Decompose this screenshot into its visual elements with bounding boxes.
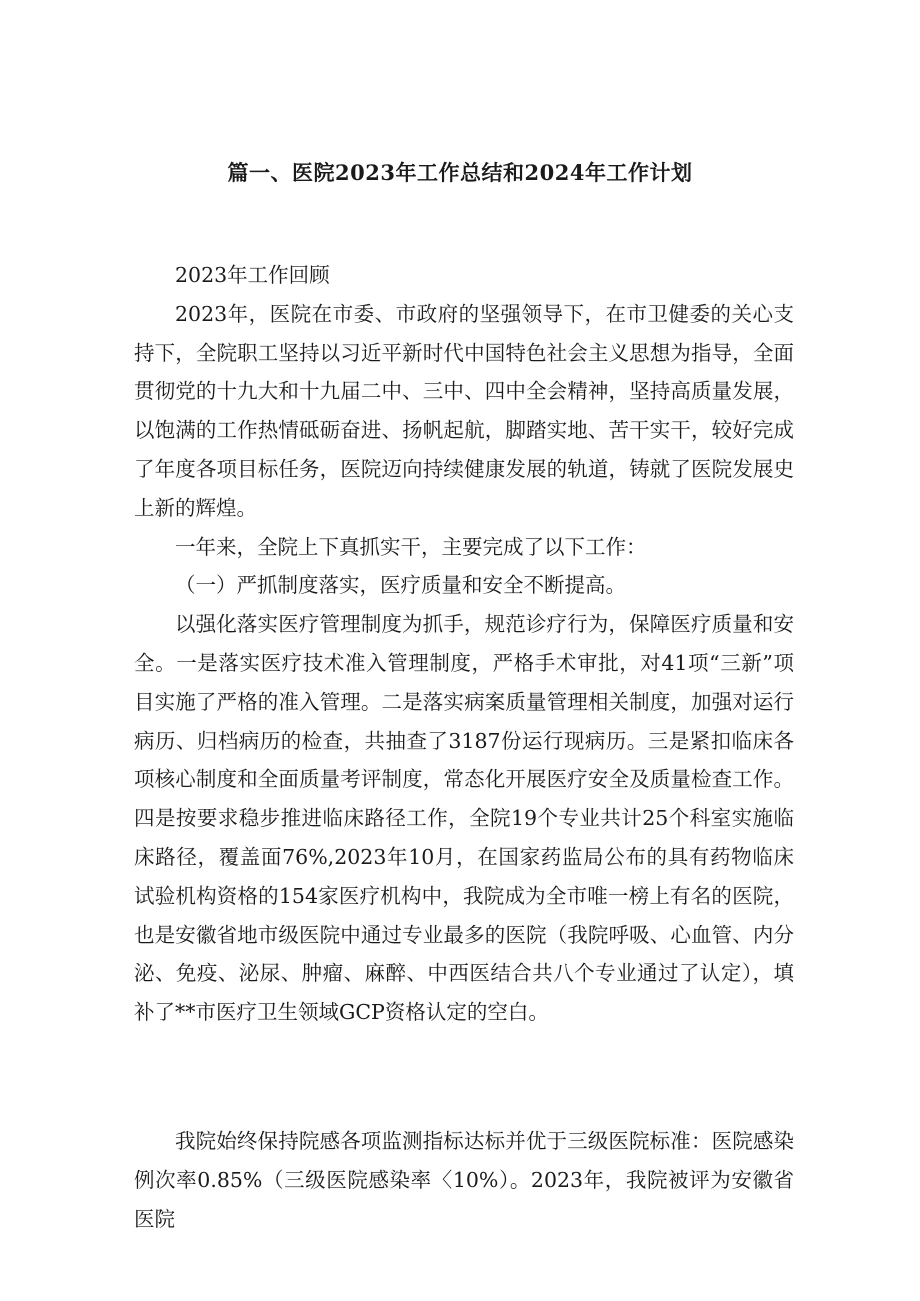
document-body — [134, 256, 794, 1032]
paragraph-infection-control: 我院始终保持院感各项监测指标达标并优于三级医院标准：医院感染例次率0.85%（三级医院感染率〈10%）。2023年，我院被评为安徽省医院 — [134, 1129, 794, 1231]
paragraph-subheading: （一）严抓制度落实，医疗质量和安全不断提高。 — [175, 573, 626, 598]
document-body-continued — [134, 1122, 794, 1238]
paragraph-intro: 一年来，全院上下真抓实干，主要完成了以下工作： — [175, 534, 647, 559]
paragraph-overview: 2023年，医院在市委、市政府的坚强领导下，在市卫健委的关心支持下，全院职工坚持以习近平新时代中国特色社会主义思想为指导，全面贯彻党的十九大和十九届二中、三中、四中全会精神，坚持高质量发展，以饱满的工作热情砥砺奋进、扬帆起航，脚踏实地、苦干实干，较好完成了年度各项目标任务，医院迈向持续健康发展的轨道，铸就了医院发展史上新的辉煌。 — [134, 301, 794, 520]
document-title: 篇一、医院2023年工作总结和2024年工作计划 — [227, 160, 693, 185]
paragraph-medical-quality: 以强化落实医疗管理制度为抓手，规范诊疗行为，保障医疗质量和安全。一是落实医疗技术准入管理制度，严格手术审批，对41项“三新”项目实施了严格的准入管理。二是落实病案质量管理相关制度，加强对运行病历、归档病历的检查，共抽查了3187份运行现病历。三是紧扣临床各项核心制度和全面质量考评制度，常态化开展医疗安全及质量检查工作。四是按要求稳步推进临床路径工作，全院19个专业共计25个科室实施临床路径，覆盖面76%,2023年10月，在国家药监局公布的具有药物临床试验机构资格的154家医疗机构中，我院成为全市唯一榜上有名的医院，也是安徽省地市级医院中通过专业最多的医院（我院呼吸、心血管、内分泌、免疫、泌尿、肿瘤、麻醉、中西医结合共八个专业通过了认定），填补了**市医疗卫生领域GCP资格认定的空白。 — [134, 612, 794, 1025]
paragraph-section-heading: 2023年工作回顾 — [175, 263, 330, 287]
